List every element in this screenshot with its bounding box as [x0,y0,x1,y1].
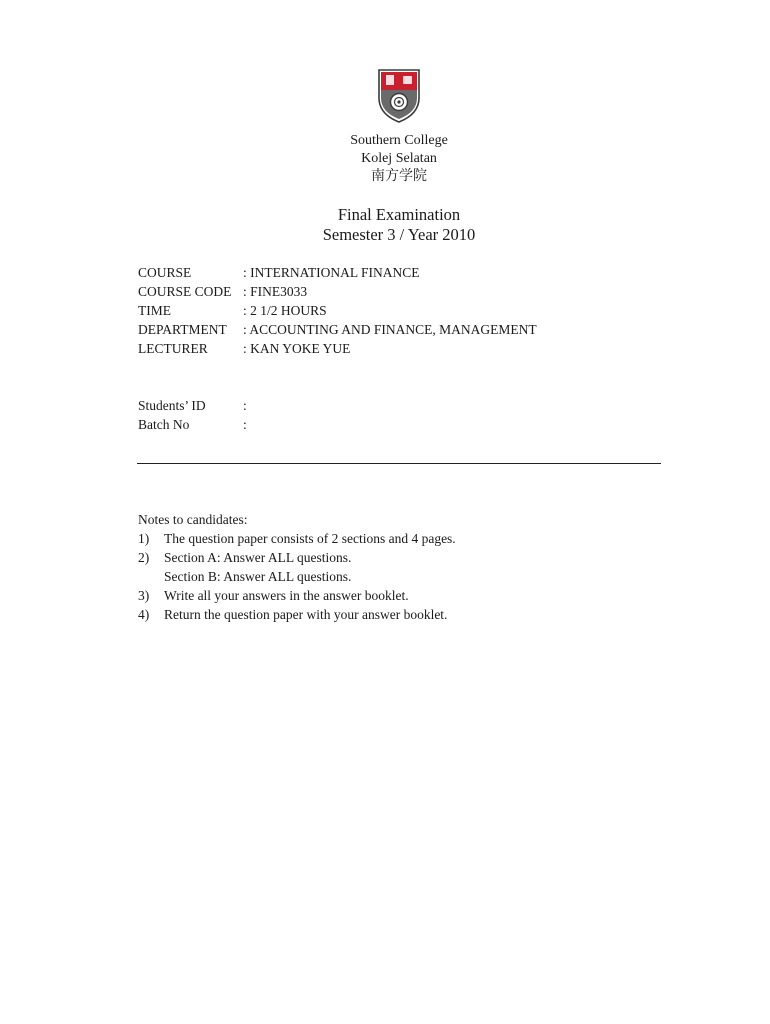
student-fields-table [138,396,247,434]
lecturer-label: LECTURER [138,341,208,356]
department-value: : ACCOUNTING AND FINANCE, MANAGEMENT [243,322,537,337]
note-number: 1) [138,531,150,546]
course-code-value: : FINE3033 [243,284,308,299]
note-text: Section B: Answer ALL questions. [164,569,352,584]
note-text: The question paper consists of 2 sections and 4 pages. [164,531,456,546]
note-item [138,605,456,624]
notes-heading: Notes to candidates: [138,512,248,527]
institution-names [0,132,770,186]
note-text: Write all your answers in the answer booklet. [164,588,409,603]
student-field-row [138,415,247,434]
student-id-label: Students’ ID [138,398,206,413]
section-divider [137,463,661,464]
note-item [138,548,456,567]
college-name-malay: Kolej Selatan [361,151,437,166]
student-field-row [138,396,247,415]
semester-line: Semester 3 / Year 2010 [322,225,476,244]
college-name-chinese: 南方学院 [371,169,427,184]
college-crest-logo [376,68,422,124]
notes-to-candidates [138,510,456,624]
batch-no-label: Batch No [138,417,190,432]
note-text: Return the question paper with your answer booklet. [164,607,448,622]
course-info-row [138,339,537,358]
note-number: 2) [138,550,150,565]
time-label: TIME [138,303,171,318]
course-value: : INTERNATIONAL FINANCE [243,265,420,280]
course-label: COURSE [138,265,192,280]
exam-title-block [0,205,770,245]
time-value: : 2 1/2 HOURS [243,303,327,318]
note-number: 4) [138,607,150,622]
course-info-table [138,263,537,358]
note-number: 3) [138,588,150,603]
course-info-row [138,301,537,320]
exam-title: Final Examination [337,205,461,224]
lecturer-value: : KAN YOKE YUE [243,341,351,356]
course-info-row [138,320,537,339]
student-id-field[interactable]: : [243,398,247,413]
course-code-label: COURSE CODE [138,284,232,299]
note-item [138,529,456,548]
batch-no-field[interactable]: : [243,417,247,432]
note-number [138,567,164,586]
course-info-row [138,263,537,282]
course-info-row [138,282,537,301]
note-text: Section A: Answer ALL questions. [164,550,352,565]
note-item [138,586,456,605]
department-label: DEPARTMENT [138,322,227,337]
college-name-english: Southern College [350,133,448,148]
note-item [138,567,456,586]
